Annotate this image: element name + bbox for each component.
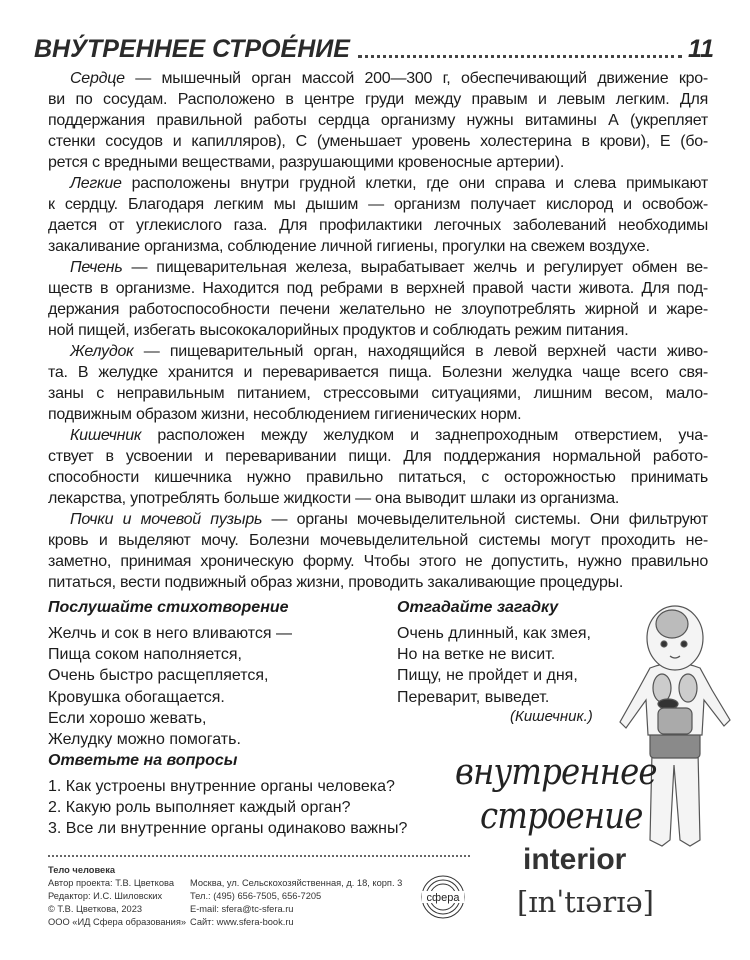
paragraph-line [48, 341, 708, 362]
questions-heading: Ответьте на вопросы [48, 752, 238, 769]
footer-email: E-mail: sfera@tc-sfera.ru [190, 904, 294, 914]
paragraph-line [48, 257, 708, 278]
vocab-english: interior [523, 843, 627, 876]
questions-list [48, 776, 407, 840]
page-number: 11 [688, 35, 714, 63]
paragraph-line: стенки сосудов и капилляров), С (уменьшает уровень холестерина в крови), Е (бо- [48, 133, 708, 150]
poem-line: Кровушка обогащается. [48, 688, 225, 706]
paragraph-text: расположены внутри грудной клетки, где они справа и слева примыкают [121, 175, 708, 192]
paragraph-line: ви по сосудам. Расположено в центре груди между правым и левым легким. Для [48, 91, 708, 108]
paragraph-line: способности кишечника нужно правильно питаться, с осторожностью принимать [48, 469, 708, 486]
poem-line: Если хорошо жевать, [48, 709, 207, 727]
footer-credits [48, 864, 186, 929]
paragraph-text: — пищеварительный орган, находящийся в левой верхней части живо- [133, 343, 708, 360]
paragraph-line: питаться, вести подвижный образ жизни, проводить закаливающие процедуры. [48, 574, 624, 591]
paragraph-line: рется с вредными веществами, разрушающими кровеносные артерии). [48, 154, 565, 171]
footer-line: Редактор: И.С. Шиловских [48, 891, 163, 901]
paragraph-text: расположен между желудком и заднепроходным отверстием, уча- [141, 427, 708, 444]
term: Сердце [70, 70, 125, 87]
poem-line: Пища соком наполняется, [48, 646, 242, 664]
paragraph-line: кровь и выделяют мочу. Болезни мочевыделительной системы могут проходить не- [48, 532, 708, 549]
paragraph-line [48, 68, 708, 89]
paragraph-line [48, 425, 708, 446]
footer-line: © Т.В. Цветкова, 2023 [48, 904, 143, 914]
paragraph-line: подвижным образом жизни, несоблюдением гигиенических норм. [48, 406, 522, 423]
paragraph-text: — мышечный орган массой 200—300 г, обеспечивающий движение кро- [124, 70, 708, 87]
paragraph-line: ществ в организме. Находится под ребрами в верхней правой части живота. Для под- [48, 280, 708, 297]
paragraph-line: держания работоспособности печени желательно не злоупотреблять жирной и жаре- [48, 301, 708, 318]
page-header [34, 30, 714, 64]
footer-site: Сайт: www.sfera-book.ru [190, 917, 294, 927]
term: Кишечник [70, 427, 142, 444]
riddle-heading: Отгадайте загадку [397, 599, 559, 616]
vocab-russian-line2: строение [480, 796, 643, 837]
paragraph-line [48, 173, 708, 194]
term: Печень [70, 259, 123, 276]
paragraph-line: поддержания правильной работы сердца организму нужны витамины А (укрепляет [48, 112, 708, 129]
riddle-line: Но на ветке не висит. [397, 646, 556, 664]
term: Легкие [70, 175, 122, 192]
footer-address: Москва, ул. Сельскохозяйственная, д. 18, корп. 3 [190, 878, 403, 888]
paragraph-text: — пищеварительная железа, вырабатывает желчь и регулирует обмен ве- [122, 259, 708, 276]
poem-line: Желчь и сок в него вливаются — [48, 625, 292, 642]
question: 2. Какую роль выполняет каждый орган? [48, 799, 351, 817]
question: 3. Все ли внутренние органы одинаково важны? [48, 820, 408, 838]
footer-contacts [190, 877, 402, 929]
paragraph-line: закаливание организма, соблюдение личной гигиены, прогулки на свежем воздухе. [48, 238, 650, 255]
paragraph-line: лекарства, употреблять больше жидкости — она выводит шлаки из организма. [48, 490, 620, 507]
dot-leader [358, 55, 682, 58]
footer-line: Автор проекта: Т.В. Цветкова [48, 878, 174, 888]
footer-divider [48, 855, 470, 857]
paragraph-line: к сердцу. Благодаря легким мы дышим — организм получает кислород и освобож- [48, 196, 708, 213]
paragraph-line: ной пищей, избегать высококалорийных продуктов и соблюдать режим питания. [48, 322, 629, 339]
footer-series: Тело человека [48, 865, 116, 875]
paragraph-text: — органы мочевыделительной системы. Они фильтруют [262, 511, 709, 528]
riddle-line: Пищу, не пройдет и дня, [397, 667, 578, 685]
paragraph-line: ствует в усвоении и переваривании пищи. Для поддержания нормальной работо- [48, 448, 708, 465]
logo-text: сфера [426, 892, 460, 904]
riddle-line: Переварит, выведет. [397, 688, 550, 706]
sfera-logo [420, 874, 466, 920]
paragraph-line: дается от углекислого газа. Для профилактики легочных заболеваний необходимы [48, 217, 708, 234]
paragraph-line: заны с неправильным питанием, стрессовыми ситуациями, лишним весом, мало- [48, 385, 708, 402]
term: Желудок [70, 343, 134, 360]
term: Почки и мочевой пузырь [70, 511, 263, 528]
poem-heading: Послушайте стихотворение [48, 599, 289, 616]
main-text [48, 68, 708, 593]
poem-line: Очень быстро расщепляется, [48, 667, 269, 685]
riddle-answer: (Кишечник.) [510, 708, 593, 725]
riddle [397, 623, 591, 708]
footer-line: ООО «ИД Сфера образования» [48, 917, 187, 927]
vocab-russian-line1: внутреннее [455, 752, 657, 793]
footer-phone: Тел.: (495) 656-7505, 656-7205 [190, 891, 322, 901]
paragraph-line: та. В желудке хранится и переваривается пища. Болезни желудка чаще всего свя- [48, 364, 708, 381]
poem [48, 623, 292, 750]
riddle-line: Очень длинный, как змея, [397, 625, 591, 642]
paragraph-line [48, 509, 708, 530]
page-title: ВНУ́ТРЕННЕЕ СТРОЕ́НИЕ [34, 35, 350, 63]
vocab-transcription: [ɪnˈtɪərɪə] [517, 885, 654, 919]
question: 1. Как устроены внутренние органы человека? [48, 778, 395, 795]
paragraph-line: заметно, принимая хроническую форму. Чтобы этого не допустить, нужно правильно [48, 553, 708, 570]
poem-line: Желудку можно помогать. [48, 731, 241, 749]
